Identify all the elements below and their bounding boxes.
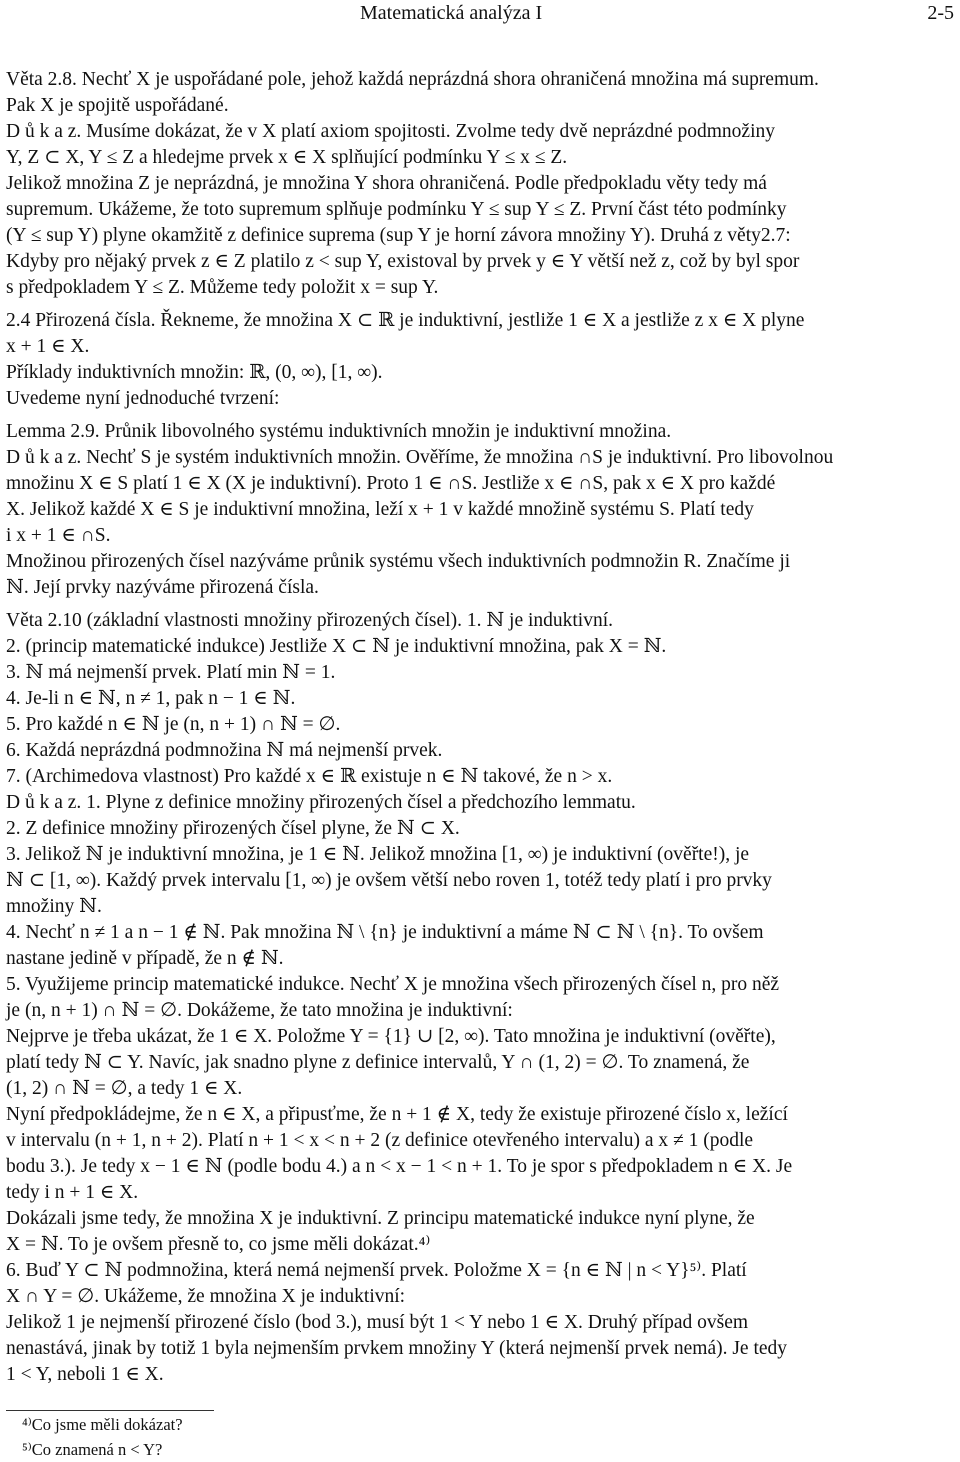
text-line: 2. Z definice množiny přirozených čísel plyne, že ℕ ⊂ X. xyxy=(6,818,460,839)
text-line: množiny ℕ. xyxy=(6,896,102,917)
footnotes xyxy=(22,1412,422,1462)
running-title: Matematická analýza I xyxy=(360,2,543,24)
text-line: v intervalu (n + 1, n + 2). Platí n + 1 < x < n + 2 (z definice otevřeného intervalu) a x ≠ 1 (podle xyxy=(6,1130,754,1151)
text-line: D ů k a z. Nechť S je systém induktivních množin. Ověříme, že množina ∩S je induktivní. Pro libovolnou xyxy=(6,447,834,468)
text-line: (1, 2) ∩ ℕ = ∅, a tedy 1 ∈ X. xyxy=(6,1078,243,1099)
text-line: s předpokladem Y ≤ Z. Můžeme tedy položit x = sup Y. xyxy=(6,277,439,298)
page-body xyxy=(6,67,958,1395)
text-line: množinu X ∈ S platí 1 ∈ X (X je induktivní). Proto 1 ∈ ∩S. Jestliže x ∈ ∩S, pak x ∈ X pro každé xyxy=(6,473,776,494)
text-line: 2.4 Přirozená čísla. Řekneme, že množina X ⊂ ℝ je induktivní, jestliže 1 ∈ X a jestliže z x ∈ X plyne xyxy=(6,310,805,331)
text-line: X. Jelikož každé X ∈ S je induktivní množina, leží x + 1 v každé množině systému S. Platí tedy xyxy=(6,499,754,520)
text-line: Dokázali jsme tedy, že množina X je induktivní. Z principu matematické indukce nyní plyne, že xyxy=(6,1208,755,1229)
page-number: 2-5 xyxy=(927,2,954,24)
text-line: 1 < Y, neboli 1 ∈ X. xyxy=(6,1364,164,1385)
text-line: bodu 3.). Je tedy x − 1 ∈ ℕ (podle bodu 4.) a n < x − 1 < n + 1. To je spor s předpokladem n ∈ X. Je xyxy=(6,1156,793,1177)
footnote-line: ⁵⁾Co znamená n < Y? xyxy=(22,1440,163,1459)
text-line: Věta 2.10 (základní vlastnosti množiny přirozených čísel). 1. ℕ je induktivní. xyxy=(6,610,614,631)
text-line: tedy i n + 1 ∈ X. xyxy=(6,1182,139,1203)
text-line: je (n, n + 1) ∩ ℕ = ∅. Dokážeme, že tato množina je induktivní: xyxy=(6,1000,513,1021)
text-line: (Y ≤ sup Y) plyne okamžitě z definice suprema (sup Y je horní závora množiny Y). Druhá z věty2.7: xyxy=(6,225,791,246)
text-line: nenastává, jinak by totiž 1 byla nejmenším prvkem množiny Y (která nejmenší prvek nemá). Je tedy xyxy=(6,1338,788,1359)
text-line: Věta 2.8. Nechť X je uspořádané pole, jehož každá neprázdná shora ohraničená množina má supremum. xyxy=(6,69,819,90)
text-line: D ů k a z. 1. Plyne z definice množiny přirozených čísel a předchozího lemmatu. xyxy=(6,792,636,813)
text-line: 7. (Archimedova vlastnost) Pro každé x ∈ ℝ existuje n ∈ ℕ takové, že n > x. xyxy=(6,766,613,787)
page-header xyxy=(360,2,954,26)
text-line: Uvedeme nyní jednoduché tvrzení: xyxy=(6,388,280,409)
text-line: 3. Jelikož ℕ je induktivní množina, je 1 ∈ ℕ. Jelikož množina [1, ∞) je induktivní (ověřte!), je xyxy=(6,844,750,865)
text-line: 5. Využijeme princip matematické indukce. Nechť X je množina všech přirozených čísel n, pro něž xyxy=(6,974,780,995)
text-line: Jelikož 1 je nejmenší přirozené číslo (bod 3.), musí být 1 < Y nebo 1 ∈ X. Druhý případ ovšem xyxy=(6,1312,749,1333)
text-line: Nyní předpokládejme, že n ∈ X, a připusťme, že n + 1 ∉ X, tedy že existuje přirozené číslo x, ležící xyxy=(6,1104,788,1125)
footnote-divider xyxy=(6,1410,214,1411)
text-line: 6. Buď Y ⊂ ℕ podmnožina, která nemá nejmenší prvek. Položme X = {n ∈ ℕ | n < Y}⁵⁾. Platí xyxy=(6,1260,747,1281)
text-line: Příklady induktivních množin: ℝ, (0, ∞), [1, ∞). xyxy=(6,362,383,383)
text-line: X ∩ Y = ∅. Ukážeme, že množina X je induktivní: xyxy=(6,1286,406,1307)
text-line: Množinou přirozených čísel nazýváme průnik systému všech induktivních podmnožin R. Značíme ji xyxy=(6,551,791,572)
text-line: X = ℕ. To je ovšem přesně to, co jsme měli dokázat.⁴⁾ xyxy=(6,1234,431,1255)
text-block xyxy=(6,67,958,301)
footnote-line: ⁴⁾Co jsme měli dokázat? xyxy=(22,1415,183,1434)
text-block xyxy=(6,308,958,412)
text-line: Pak X je spojitě uspořádané. xyxy=(6,95,229,116)
text-line: 2. (princip matematické indukce) Jestliže X ⊂ ℕ je induktivní množina, pak X = ℕ. xyxy=(6,636,667,657)
text-line: nastane jedině v případě, že n ∉ ℕ. xyxy=(6,948,284,969)
text-line: 4. Je-li n ∈ ℕ, n ≠ 1, pak n − 1 ∈ ℕ. xyxy=(6,688,296,709)
text-line: x + 1 ∈ X. xyxy=(6,336,90,357)
text-line: Kdyby pro nějaký prvek z ∈ Z platilo z < sup Y, existoval by prvek y ∈ Y větší než z, což by byl spor xyxy=(6,251,800,272)
text-block xyxy=(6,419,958,601)
text-line: i x + 1 ∈ ∩S. xyxy=(6,525,111,546)
text-line: 5. Pro každé n ∈ ℕ je (n, n + 1) ∩ ℕ = ∅. xyxy=(6,714,341,735)
text-line: Nejprve je třeba ukázat, že 1 ∈ X. Položme Y = {1} ∪ [2, ∞). Tato množina je induktivní (ověřte), xyxy=(6,1026,776,1047)
text-line: supremum. Ukážeme, že toto supremum splňuje podmínku Y ≤ sup Y ≤ Z. První část této podmínky xyxy=(6,199,787,220)
text-line: ℕ ⊂ [1, ∞). Každý prvek intervalu [1, ∞) je ovšem větší nebo roven 1, totéž tedy platí i pro prvky xyxy=(6,870,772,891)
text-line: ℕ. Její prvky nazýváme přirozená čísla. xyxy=(6,577,319,598)
text-line: 6. Každá neprázdná podmnožina ℕ má nejmenší prvek. xyxy=(6,740,443,761)
text-line: D ů k a z. Musíme dokázat, že v X platí axiom spojitosti. Zvolme tedy dvě neprázdné podmnožiny xyxy=(6,121,775,142)
text-block xyxy=(6,608,958,1388)
text-line: 4. Nechť n ≠ 1 a n − 1 ∉ ℕ. Pak množina ℕ \ {n} je induktivní a máme ℕ ⊂ ℕ \ {n}. To ovšem xyxy=(6,922,764,943)
text-line: 3. ℕ má nejmenší prvek. Platí min ℕ = 1. xyxy=(6,662,336,683)
text-line: Y, Z ⊂ X, Y ≤ Z a hledejme prvek x ∈ X splňující podmínku Y ≤ x ≤ Z. xyxy=(6,147,568,168)
text-line: Lemma 2.9. Průnik libovolného systému induktivních množin je induktivní množina. xyxy=(6,421,672,442)
text-line: Jelikož množina Z je neprázdná, je množina Y shora ohraničená. Podle předpokladu věty tedy má xyxy=(6,173,767,194)
text-line: platí tedy ℕ ⊂ Y. Navíc, jak snadno plyne z definice intervalů, Y ∩ (1, 2) = ∅. To znamená, že xyxy=(6,1052,750,1073)
